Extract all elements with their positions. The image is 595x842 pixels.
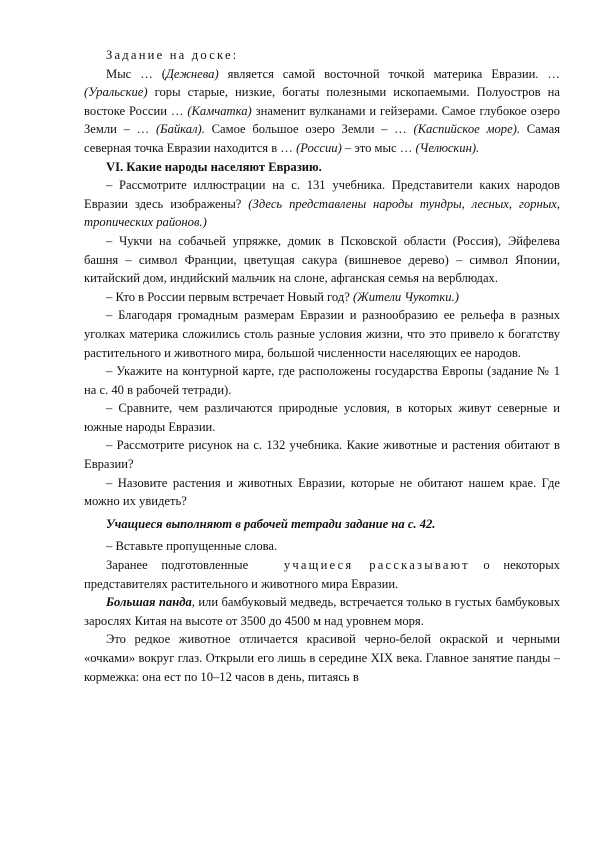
text-segment: – Укажите на контурной карте, где расположены государства Европы (задание № 1 на с. 40 в рабочей тетради). xyxy=(84,364,560,397)
text-segment: – это мыс … xyxy=(341,140,416,155)
text-segment: горы старые, низкие, богаты полезными ископаемыми. Полуостров на востоке России … xyxy=(84,85,560,118)
board-task-title: Задание на доске: xyxy=(106,48,239,62)
text-segment: Мыс … ( xyxy=(106,66,166,81)
question-new-year xyxy=(84,288,560,307)
task-name-plants xyxy=(84,474,560,511)
text-segment: – Назовите растения и животных Евразии, которые не обитают нашем крае. Где можно их увидеть? xyxy=(84,475,560,509)
panda-paragraph xyxy=(84,593,560,630)
text-segment: – Благодаря громадным размерам Евразии и разнообразию ее рельефа в разных уголках материка сложились столь разные условия жизни, что это привело к богатству растительного и животного мира, большой численности населяющих ее народов. xyxy=(84,308,560,360)
text-segment: – Чукчи на собачьей упряжке, домик в Псковской области (Россия), Эйфелева башня – символ Франции, цветущая сакура (вишневое дерево) – символ Японии, китайский дом, индийский мальчик на слоне, афганская семья на верблюдах. xyxy=(84,233,560,286)
task-textbook-figure xyxy=(84,436,560,473)
emphasis-text: Дежнева) xyxy=(165,66,219,81)
text-segment: – Сравните, чем различаются природные условия, в которых живут северные и южные народы Евразии. xyxy=(84,401,560,434)
text-segment: Заранее подготовленные xyxy=(106,558,262,573)
panda-description: Это редкое животное отличается красивой черно-белой окраской и черными «очками» вокруг глаз. Открыли его лишь в середине XIX века. Главное занятие панды – кормежка: она ест по 10–12 часов в день, питаясь в xyxy=(84,632,560,684)
text-segment: – Кто в России первым встречает Новый год? xyxy=(106,289,353,304)
emphasis-text: (Челюскин). xyxy=(415,140,480,155)
text-segment: – Рассмотрите рисунок на с. 132 учебника. Какие животные и растения обитают в Евразии? xyxy=(84,438,560,472)
emphasis-text: (Камчатка) xyxy=(187,103,252,118)
text-segment: Самая северная точка Евразии находится в … xyxy=(84,122,560,155)
text-diversity xyxy=(84,306,560,362)
text-segment: знаменит вулканами и гейзерами. Самое глубокое озеро Земли – … xyxy=(84,103,560,137)
board-task-paragraph xyxy=(84,65,560,158)
text-segment: является самой восточной точкой материка Евразии. … xyxy=(218,66,560,81)
task-contour-map xyxy=(84,362,560,399)
emphasis-text: Большая панда xyxy=(106,595,192,610)
answer-illustrations xyxy=(84,232,560,288)
section-heading: VI. Какие народы населяют Евразию. xyxy=(106,159,322,174)
text-segment: – Рассмотрите иллюстрации на с. 131 учебника. Представители каких народов Евразии здесь изображены? xyxy=(84,178,560,211)
emphasis-text: (Жители Чукотки.) xyxy=(352,289,459,304)
emphasis-text: (России) xyxy=(296,140,342,155)
prepared-students-paragraph xyxy=(84,556,560,593)
task-compare xyxy=(84,399,560,436)
emphasis-text: (Байкал). xyxy=(155,122,205,137)
page-content xyxy=(84,46,560,686)
emphasis-text: учащиеся рассказывают xyxy=(283,558,470,573)
text-segment: , или бамбуковый медведь, встречается только в густых бамбуковых зарослях Китая на высоте от 3500 до 4500 м над уровнем моря. xyxy=(84,595,561,628)
emphasis-text: (Уральские) xyxy=(84,85,148,100)
emphasis-text: (Каспийское море). xyxy=(413,122,521,137)
workbook-note: Учащиеся выполняют в рабочей тетради задание на с. 42. xyxy=(106,516,436,531)
insert-words-task: – Вставьте пропущенные слова. xyxy=(106,539,278,554)
text-segment: Самое большое озеро Земли – … xyxy=(204,122,414,137)
text-segment: о некоторых представителях растительного и животного мира Евразии. xyxy=(84,558,560,591)
emphasis-text: (Здесь представлены народы тундры, лесных, горных, тропических районов.) xyxy=(84,196,560,230)
question-illustrations xyxy=(84,176,560,232)
